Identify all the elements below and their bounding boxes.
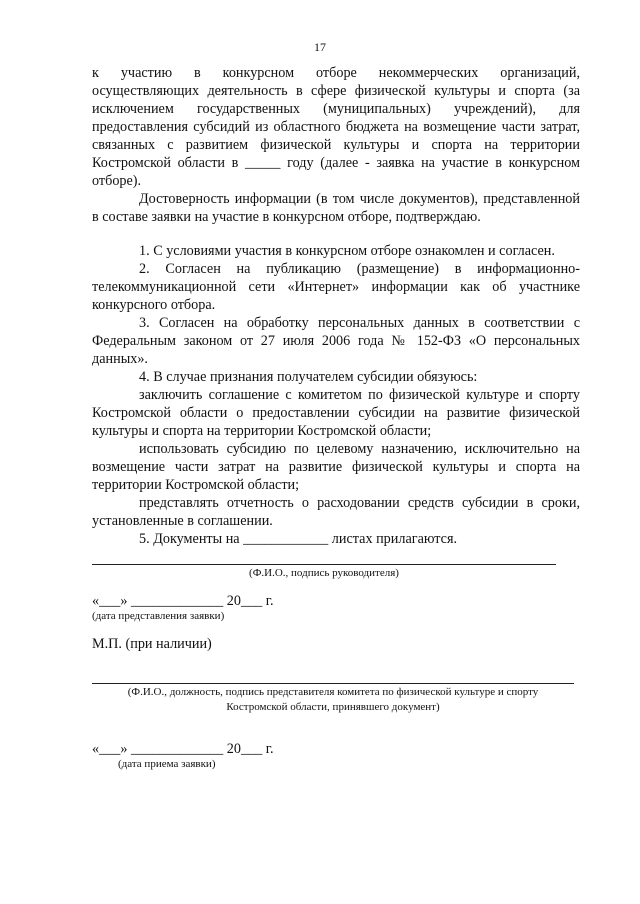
- submission-date-caption: (дата представления заявки): [92, 610, 225, 622]
- receipt-date-field: «___» _____________ 20___ г.: [92, 741, 274, 757]
- condition-item-4: 4. В случае признания получателем субсидии обязуюсь:: [139, 369, 478, 385]
- committee-signature-caption-2: Костромской области, принявшего документ): [226, 701, 440, 713]
- application-paragraph: к участию в конкурсном отборе некоммерческих организаций, осуществляющих деятельность в сфере физической культуры и спорта (за исключением государственных (муниципальных) учреждений), для предоставления субсидий из областного бюджета на возмещение части затрат, связанных с развитием физической культуры и спорта на территории Костромской области в _____ году (далее - заявка на участие в конкурсном отборе).: [92, 65, 580, 189]
- condition-item-4c: представлять отчетность о расходовании средств субсидии в сроки, установленные в соглашении.: [92, 495, 580, 529]
- submission-date-field: «___» _____________ 20___ г.: [92, 593, 274, 609]
- receipt-date-caption: (дата приема заявки): [118, 758, 216, 770]
- confirmation-paragraph: Достоверность информации (в том числе документов), представленной в составе заявки на участие в конкурсном отборе, подтверждаю.: [92, 191, 580, 225]
- condition-item-4b: использовать субсидию по целевому назначению, исключительно на возмещение части затрат на развитие физической культуры и спорта на территории Костромской области;: [92, 441, 580, 493]
- condition-item-2: 2. Согласен на публикацию (размещение) в информационно-телекоммуникационной сети «Интернет» информации как об участнике конкурсного отбора.: [92, 261, 580, 313]
- stamp-label: М.П. (при наличии): [92, 636, 212, 652]
- committee-signature-caption-1: (Ф.И.О., должность, подпись представителя комитета по физической культуре и спорту: [127, 686, 539, 698]
- head-signature-line: [92, 564, 556, 565]
- document-body: [92, 64, 580, 548]
- committee-signature-line: [92, 683, 574, 684]
- head-signature-caption: (Ф.И.О., подпись руководителя): [249, 567, 399, 579]
- spacer: [92, 226, 580, 242]
- condition-item-5: 5. Документы на ____________ листах прилагаются.: [139, 531, 458, 547]
- page-number: 17: [314, 40, 326, 54]
- condition-item-3: 3. Согласен на обработку персональных данных в соответствии с Федеральным законом от 27 июля 2006 года № 152-ФЗ «О персональных данных».: [92, 315, 580, 367]
- condition-item-1: 1. С условиями участия в конкурсном отборе ознакомлен и согласен.: [139, 243, 555, 259]
- condition-item-4a: заключить соглашение с комитетом по физической культуре и спорту Костромской области о предоставлении субсидии на развитие физической культуры и спорта на территории Костромской области;: [92, 387, 580, 439]
